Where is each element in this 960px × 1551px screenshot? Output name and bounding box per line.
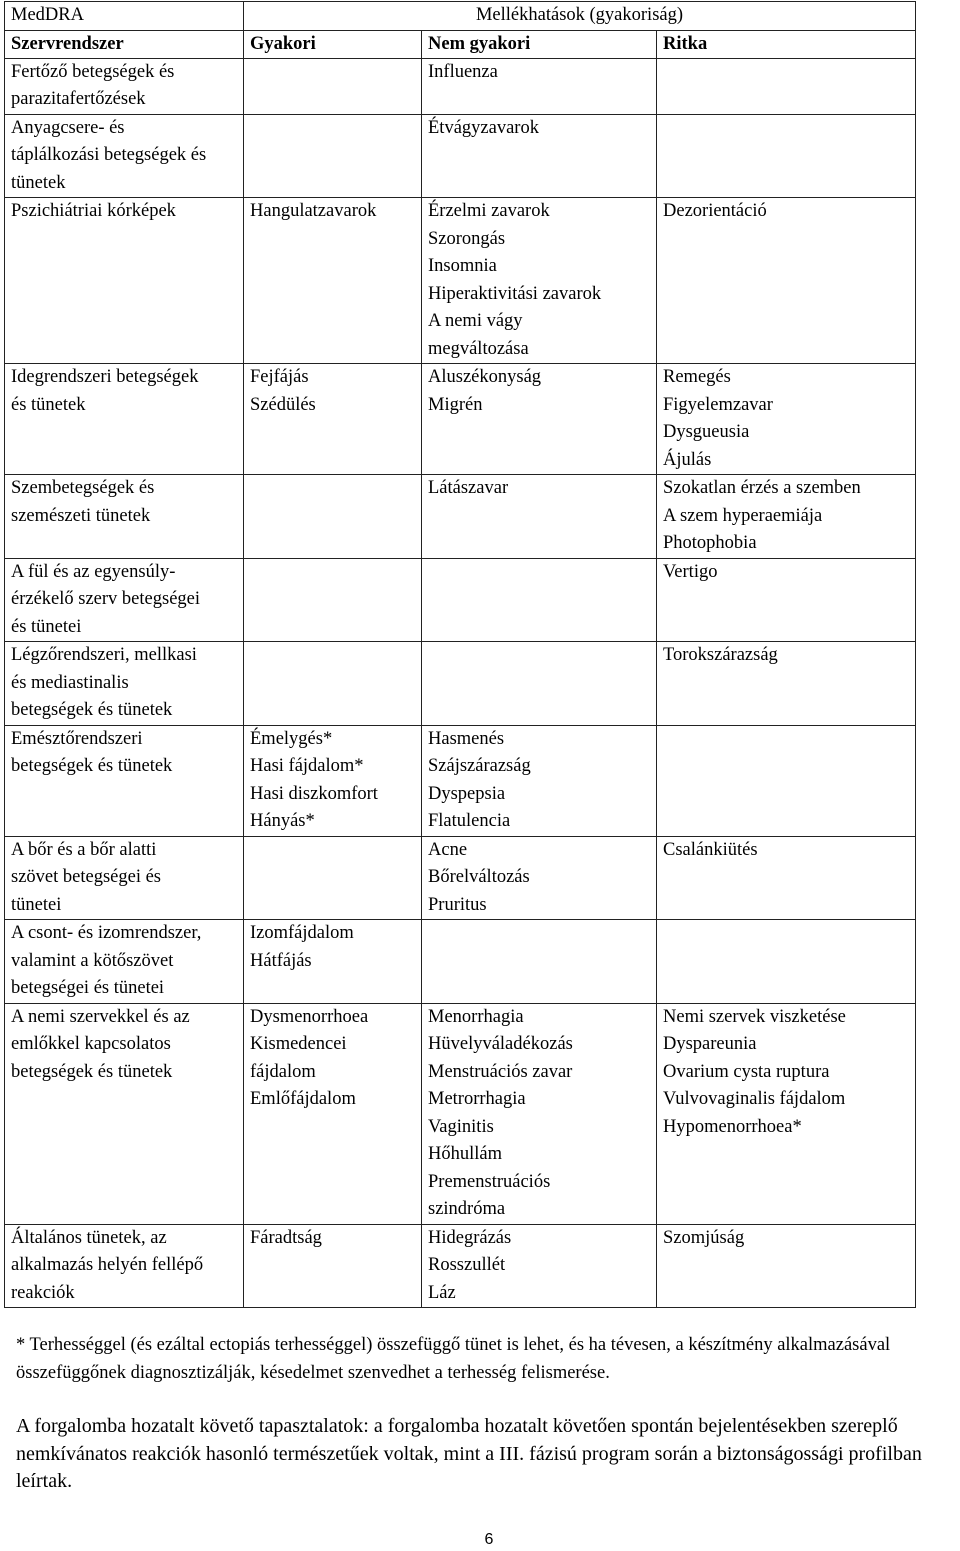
common-cell — [244, 725, 422, 836]
rare-cell — [657, 1224, 916, 1308]
meddra-label: MedDRA — [5, 2, 244, 31]
organ-cell — [5, 58, 244, 114]
uncommon-cell — [422, 114, 657, 198]
uncommon-cell-text: Menorrhagia Hüvelyváladékozás Menstruációs zavar Metrorrhagia Vaginitis Hőhullám Premenstruációs szindróma — [428, 1006, 573, 1219]
common-cell — [244, 114, 422, 198]
rare-cell-text: Dezorientáció — [663, 201, 767, 221]
uncommon-cell-text: Hasmenés Szájszárazság Dyspepsia Flatulencia — [428, 728, 531, 831]
table-row — [5, 1003, 916, 1224]
column-header-common: Gyakori — [244, 30, 422, 58]
table-row — [5, 558, 916, 642]
uncommon-cell-text: Érzelmi zavarok Szorongás Insomnia Hiperaktivitási zavarok A nemi vágy megváltozása — [428, 201, 602, 359]
organ-cell — [5, 920, 244, 1004]
uncommon-cell-text: Étvágyzavarok — [428, 117, 539, 138]
rare-cell-text: Vertigo — [663, 561, 718, 582]
post-marketing-paragraph: A forgalomba hozatalt követő tapasztalatok: a forgalomba hozatalt követően spontán bejelentésekben szereplő nemkívánatos reakciók hasonló természetűek voltak, mint a III. fázisú program során a biztonságossági profilban leírtak. — [16, 1415, 922, 1492]
table-row — [5, 1224, 916, 1308]
common-cell-text: Fejfájás Szédülés — [250, 367, 316, 415]
rare-cell — [657, 725, 916, 836]
common-cell — [244, 364, 422, 475]
organ-cell — [5, 725, 244, 836]
rare-cell-text: Csalánkiütés — [663, 839, 758, 860]
common-cell — [244, 1224, 422, 1308]
organ-cell — [5, 198, 244, 364]
uncommon-cell — [422, 475, 657, 559]
rare-cell-text: Szomjúság — [663, 1227, 745, 1248]
rare-cell — [657, 114, 916, 198]
column-header-rare: Ritka — [657, 30, 916, 58]
uncommon-cell — [422, 558, 657, 642]
table-row — [5, 58, 916, 114]
rare-cell — [657, 836, 916, 920]
uncommon-cell — [422, 725, 657, 836]
rare-cell-text: Szokatlan érzés a szemben A szem hyperaemiája Photophobia — [663, 478, 861, 553]
column-header-uncommon: Nem gyakori — [422, 30, 657, 58]
uncommon-cell-text: Aluszékonyság Migrén — [428, 367, 542, 415]
table-row — [5, 920, 916, 1004]
organ-cell-text: A nemi szervekkel és az emlőkkel kapcsolatos betegségek és tünetek — [11, 1006, 190, 1082]
rare-cell — [657, 58, 916, 114]
organ-cell-text: A bőr és a bőr alatti szövet betegségei és tünetei — [11, 839, 161, 915]
column-header-row — [5, 30, 916, 58]
table-row — [5, 475, 916, 559]
common-cell-text: Dysmenorrhoea Kismedencei fájdalom Emlőfájdalom — [250, 1006, 369, 1109]
common-cell — [244, 475, 422, 559]
rare-cell-text: Remegés Figyelemzavar Dysgueusia Ájulás — [663, 367, 773, 470]
organ-cell-text: Emésztőrendszeri betegségek és tünetek — [11, 728, 173, 776]
uncommon-cell-text: Acne Bőrelváltozás Pruritus — [428, 839, 530, 915]
organ-cell — [5, 1003, 244, 1224]
common-cell-text: Hangulatzavarok — [250, 201, 377, 221]
organ-cell-text: Általános tünetek, az alkalmazás helyén fellépő reakciók — [11, 1227, 204, 1303]
organ-cell — [5, 364, 244, 475]
organ-cell-text: Idegrendszeri betegségek és tünetek — [11, 367, 199, 415]
common-cell-text: Izomfájdalom Hátfájás — [250, 923, 354, 971]
uncommon-cell-text: Látászavar — [428, 478, 509, 498]
common-cell — [244, 558, 422, 642]
uncommon-cell-text: Influenza — [428, 61, 498, 82]
organ-cell — [5, 642, 244, 726]
uncommon-cell — [422, 1003, 657, 1224]
rare-cell-text: Nemi szervek viszketése Dyspareunia Ovarium cysta ruptura Vulvovaginalis fájdalom Hypomenorrhoea* — [663, 1006, 846, 1137]
uncommon-cell — [422, 1224, 657, 1308]
common-cell-text: Fáradtság — [250, 1227, 322, 1248]
uncommon-cell — [422, 836, 657, 920]
rare-cell — [657, 558, 916, 642]
table-row — [5, 198, 916, 364]
common-cell — [244, 920, 422, 1004]
table-row — [5, 114, 916, 198]
page-number: 6 — [484, 1531, 494, 1548]
common-cell — [244, 1003, 422, 1224]
adverse-reactions-table — [4, 1, 916, 1308]
rare-cell — [657, 920, 916, 1004]
common-cell — [244, 58, 422, 114]
organ-cell — [5, 558, 244, 642]
table-row — [5, 725, 916, 836]
table-row — [5, 642, 916, 726]
table-title: Mellékhatások (gyakoriság) — [244, 2, 916, 31]
table-body — [5, 58, 916, 1308]
organ-cell-text: A fül és az egyensúly- érzékelő szerv betegségei és tünetei — [11, 561, 201, 637]
organ-cell-text: A csont- és izomrendszer, valamint a kötőszövet betegségei és tünetei — [11, 923, 202, 998]
uncommon-cell — [422, 364, 657, 475]
table-title-row — [5, 2, 916, 31]
organ-cell-text: Szembetegségek és szemészeti tünetek — [11, 478, 155, 526]
uncommon-cell — [422, 920, 657, 1004]
organ-cell — [5, 836, 244, 920]
rare-cell — [657, 475, 916, 559]
footnote: * Terhességgel (és ezáltal ectopiás terhességgel) összefüggő tünet is lehet, és ha tévesen, a készítmény alkalmazásával összefüggőnek diagnosztizálják, késedelmet szenvedhet a terhesség felismerése. — [16, 1335, 891, 1383]
organ-cell-text: Fertőző betegségek és parazitafertőzések — [11, 61, 175, 109]
organ-cell — [5, 1224, 244, 1308]
uncommon-cell — [422, 198, 657, 364]
organ-cell — [5, 475, 244, 559]
uncommon-cell — [422, 58, 657, 114]
table-row — [5, 836, 916, 920]
organ-cell-text: Anyagcsere- és táplálkozási betegségek és tünetek — [11, 117, 207, 193]
rare-cell — [657, 198, 916, 364]
uncommon-cell-text: Hidegrázás Rosszullét Láz — [428, 1227, 512, 1303]
common-cell-text: Émelygés* Hasi fájdalom* Hasi diszkomfort Hányás* — [250, 728, 378, 831]
common-cell — [244, 836, 422, 920]
organ-cell-text: Légzőrendszeri, mellkasi és mediastinalis betegségek és tünetek — [11, 645, 197, 720]
table-row — [5, 364, 916, 475]
organ-cell-text: Pszichiátriai kórképek — [11, 201, 176, 221]
rare-cell — [657, 1003, 916, 1224]
uncommon-cell — [422, 642, 657, 726]
common-cell — [244, 198, 422, 364]
common-cell — [244, 642, 422, 726]
rare-cell — [657, 364, 916, 475]
column-header-organ: Szervrendszer — [5, 30, 244, 58]
rare-cell — [657, 642, 916, 726]
organ-cell — [5, 114, 244, 198]
rare-cell-text: Torokszárazság — [663, 645, 778, 665]
